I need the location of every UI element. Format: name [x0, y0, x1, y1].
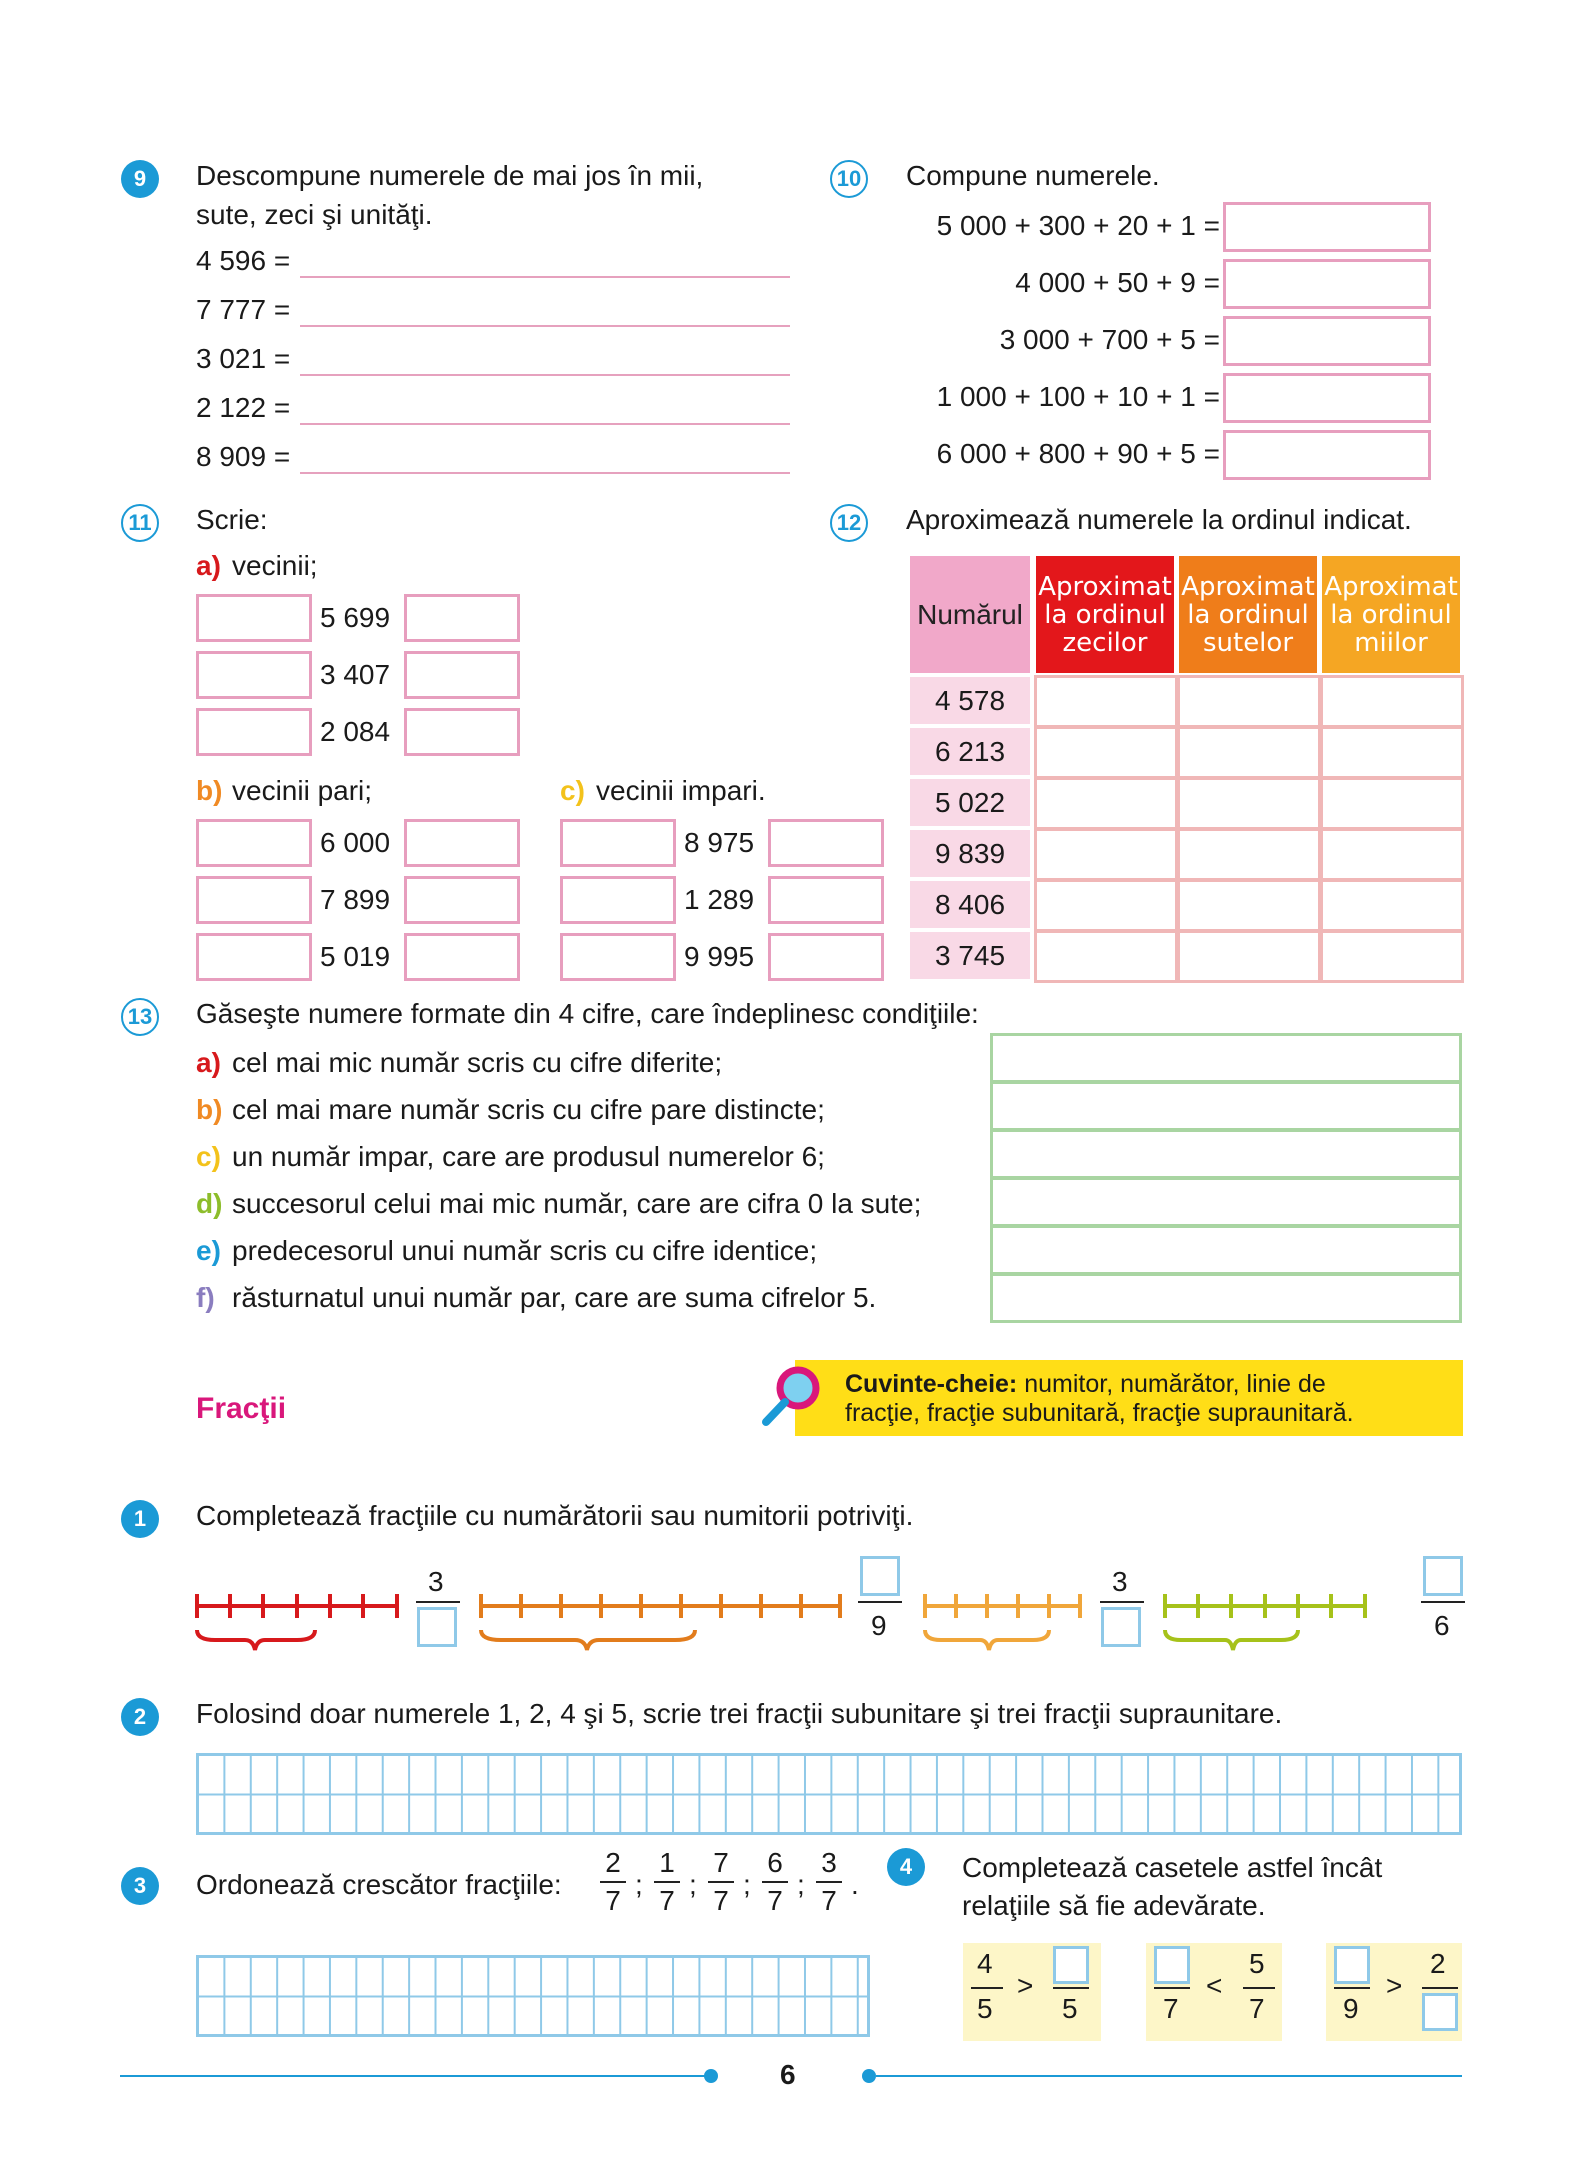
- table-answer-cell[interactable]: [1177, 930, 1321, 983]
- ex9-answer-line[interactable]: [300, 374, 790, 376]
- fraction-bar: [1100, 1601, 1144, 1603]
- relation-operator: <: [1206, 1970, 1223, 2001]
- fraction-separator: ;: [743, 1869, 751, 1900]
- ex9-item-label: 7 777 =: [196, 294, 291, 325]
- table-row-number: 3 745: [910, 932, 1030, 979]
- ex13-answer-box[interactable]: [990, 1033, 1462, 1083]
- ex11-a-number: 5 699: [320, 602, 391, 633]
- fraction-strips: [185, 1550, 1475, 1660]
- neighbor-box[interactable]: [196, 876, 312, 924]
- table-answer-cell[interactable]: [1177, 675, 1321, 728]
- ex11-a-number: 2 084: [320, 716, 391, 747]
- table-header-tens-label: Aproximat la ordinul zecilor: [1038, 571, 1172, 658]
- fraction-to-order: [598, 1847, 628, 1917]
- table-answer-cell[interactable]: [1320, 828, 1464, 881]
- neighbor-box[interactable]: [404, 651, 520, 699]
- footer-line-right: [876, 2075, 1462, 2077]
- fraction-bottom: 7: [767, 1885, 783, 1916]
- table-answer-cell[interactable]: [1177, 879, 1321, 932]
- ex10-sum: 6 000 + 800 + 90 + 5 =: [936, 438, 1220, 469]
- ex13-c-text: un număr impar, care are produsul numerelor 6;: [232, 1141, 825, 1172]
- neighbor-box[interactable]: [196, 594, 312, 642]
- fraction-to-order: [652, 1847, 682, 1917]
- fraction-top: 1: [659, 1847, 675, 1878]
- neighbor-box[interactable]: [196, 933, 312, 981]
- fraction-denominator: 6: [1434, 1610, 1450, 1641]
- table-row-number: 5 022: [910, 779, 1030, 826]
- fraction-numerator: 3: [428, 1566, 444, 1597]
- exercise-10-title: Compune numerele.: [906, 160, 1160, 191]
- fraction-exercise-number-4: 4: [887, 1848, 925, 1886]
- fraction-exercise-4-title-line2: relaţiile să fie adevărate.: [962, 1890, 1266, 1921]
- fraction-bottom: 7: [821, 1885, 837, 1916]
- ex11-b-number: 6 000: [320, 827, 391, 858]
- table-header-thousands: [1322, 556, 1460, 673]
- ex13-answer-box[interactable]: [990, 1273, 1462, 1323]
- table-answer-cell[interactable]: [1177, 726, 1321, 779]
- table-header-tens: [1036, 556, 1174, 673]
- ex9-item-label: 3 021 =: [196, 343, 291, 374]
- neighbor-box[interactable]: [560, 933, 676, 981]
- exercise-number-11: 11: [121, 504, 159, 542]
- fraction-separator: ;: [797, 1869, 805, 1900]
- fraction-bar: [1154, 1987, 1190, 1989]
- ex10-sum: 4 000 + 50 + 9 =: [1015, 267, 1220, 298]
- fraction-denominator-box[interactable]: [417, 1607, 457, 1647]
- relation-answer-box[interactable]: [1422, 1993, 1458, 2031]
- table-answer-cell[interactable]: [1320, 726, 1464, 779]
- ex10-answer-box[interactable]: [1223, 373, 1431, 423]
- ex11-b-number: 5 019: [320, 941, 391, 972]
- ex11-c-label: c): [560, 775, 585, 806]
- fraction-bar: [416, 1601, 460, 1603]
- fraction-separator: ;: [635, 1869, 643, 1900]
- relation-answer-box[interactable]: [1053, 1946, 1089, 1984]
- page-number: 6: [780, 2059, 796, 2090]
- fraction-top: 7: [713, 1847, 729, 1878]
- exercise-11-title: Scrie:: [196, 504, 268, 535]
- neighbor-box[interactable]: [560, 819, 676, 867]
- fraction-bar: [971, 1987, 1003, 1989]
- keywords-line1: numitor, numărător, linie de: [1017, 1370, 1326, 1398]
- ex13-c-label: c): [196, 1141, 221, 1172]
- section-title: Fracţii: [196, 1392, 287, 1425]
- table-answer-cell[interactable]: [1034, 726, 1178, 779]
- fraction-bar: [1053, 1987, 1089, 1989]
- table-answer-cell[interactable]: [1320, 879, 1464, 932]
- relation-answer-box[interactable]: [1334, 1946, 1370, 1984]
- relation-right-top: 2: [1430, 1948, 1446, 1979]
- relation-operator: >: [1017, 1970, 1034, 2001]
- ex11-a-text: vecinii;: [232, 550, 318, 581]
- relation-right-top: 5: [1249, 1948, 1265, 1979]
- ex9-answer-line[interactable]: [300, 472, 790, 474]
- ex10-answer-box[interactable]: [1223, 259, 1431, 309]
- table-row-number: 8 406: [910, 881, 1030, 928]
- fraction-bar: [1243, 1987, 1275, 1989]
- fraction-top: 2: [605, 1847, 621, 1878]
- ex9-item-label: 4 596 =: [196, 245, 291, 276]
- exercise-number-10: 10: [830, 160, 868, 198]
- ex13-answer-box[interactable]: [990, 1177, 1462, 1227]
- ex11-b-label: b): [196, 775, 223, 806]
- fraction-denominator: 9: [871, 1610, 887, 1641]
- table-answer-cell[interactable]: [1034, 879, 1178, 932]
- footer-line-left: [120, 2075, 710, 2077]
- neighbor-box[interactable]: [560, 876, 676, 924]
- table-answer-cell[interactable]: [1320, 675, 1464, 728]
- neighbor-box[interactable]: [404, 933, 520, 981]
- fraction-top: 6: [767, 1847, 783, 1878]
- ex13-f-text: răsturnatul unui număr par, care are suma cifrelor 5.: [232, 1282, 877, 1313]
- ex11-c-number: 1 289: [684, 884, 755, 915]
- ex13-e-text: predecesorul unui număr scris cu cifre identice;: [232, 1235, 818, 1266]
- ex13-answer-box[interactable]: [990, 1129, 1462, 1179]
- fraction-to-order: [760, 1847, 790, 1917]
- keywords-line2: fracţie, fracţie subunitară, fracţie supraunitară.: [845, 1399, 1354, 1427]
- ex11-a-number: 3 407: [320, 659, 391, 690]
- relation-left-bottom: 7: [1163, 1993, 1179, 2024]
- ex13-a-text: cel mai mic număr scris cu cifre diferite;: [232, 1047, 723, 1078]
- fraction-end-period: .: [851, 1869, 859, 1900]
- ex11-a-label: a): [196, 550, 221, 581]
- fraction-bar: [1422, 1987, 1458, 1989]
- table-answer-cell[interactable]: [1034, 675, 1178, 728]
- neighbor-box[interactable]: [196, 651, 312, 699]
- ex9-answer-line[interactable]: [300, 423, 790, 425]
- exercise-9-title-line1: Descompune numerele de mai jos în mii,: [196, 160, 704, 191]
- table-answer-cell[interactable]: [1177, 777, 1321, 830]
- table-header-number: [910, 556, 1030, 673]
- exercise-9-title-line2: sute, zeci şi unităţi.: [196, 199, 433, 230]
- fraction-exercise-number-1: 1: [121, 1500, 159, 1538]
- ex13-answer-box[interactable]: [990, 1081, 1462, 1131]
- table-answer-cell[interactable]: [1320, 777, 1464, 830]
- fraction-bar: [1334, 1987, 1370, 1989]
- ex10-answer-box[interactable]: [1223, 202, 1431, 252]
- table-header-hundreds: [1179, 556, 1317, 673]
- keywords-label: Cuvinte-cheie:: [845, 1370, 1018, 1398]
- ex11-c-number: 8 975: [684, 827, 755, 858]
- ex10-sum: 1 000 + 100 + 10 + 1 =: [936, 381, 1220, 412]
- exercise-number-13: 13: [121, 998, 159, 1036]
- ex9-answer-line[interactable]: [300, 325, 790, 327]
- fraction-numerator: 3: [1112, 1566, 1128, 1597]
- fraction-numerator-box[interactable]: [860, 1556, 900, 1596]
- fraction-bar: [1421, 1601, 1465, 1603]
- ex10-answer-box[interactable]: [1223, 430, 1431, 480]
- keywords-text: [845, 1370, 1354, 1428]
- fraction-bottom: 7: [713, 1885, 729, 1916]
- exercise-12-title: Aproximează numerele la ordinul indicat.: [906, 504, 1412, 535]
- ex10-answer-box[interactable]: [1223, 316, 1431, 366]
- ex11-b-text: vecinii pari;: [232, 775, 373, 806]
- fraction-exercise-number-2: 2: [121, 1698, 159, 1736]
- ex13-d-text: succesorul celui mai mic număr, care are cifra 0 la sute;: [232, 1188, 922, 1219]
- fraction-exercise-3-title: Ordonează crescător fracţiile:: [196, 1869, 562, 1900]
- relation-answer-box[interactable]: [1154, 1946, 1190, 1984]
- footer-dot-left: [704, 2069, 718, 2083]
- fraction-bar: [858, 1601, 902, 1603]
- neighbor-box[interactable]: [768, 933, 884, 981]
- relation-left-bottom: 5: [977, 1993, 993, 2024]
- ex13-answer-box[interactable]: [990, 1225, 1462, 1275]
- relation-left-bottom: 9: [1343, 1993, 1359, 2024]
- ex9-item-label: 2 122 =: [196, 392, 291, 423]
- neighbor-box[interactable]: [404, 708, 520, 756]
- fraction-exercise-1-title: Completează fracţiile cu numărătorii sau numitorii potriviţi.: [196, 1500, 914, 1531]
- table-row-number: 4 578: [910, 677, 1030, 724]
- fraction-exercise-4-title-line1: Completează casetele astfel încât: [962, 1852, 1383, 1883]
- table-header-thousands-label: Aproximat la ordinul miilor: [1324, 571, 1458, 658]
- ex13-a-label: a): [196, 1047, 221, 1078]
- table-row-number: 6 213: [910, 728, 1030, 775]
- ex13-b-text: cel mai mare număr scris cu cifre pare distincte;: [232, 1094, 825, 1125]
- neighbor-box[interactable]: [196, 819, 312, 867]
- table-answer-cell[interactable]: [1320, 930, 1464, 983]
- answer-grid-wide[interactable]: [196, 1753, 1462, 1835]
- fraction-top: 3: [821, 1847, 837, 1878]
- ex10-sum: 3 000 + 700 + 5 =: [999, 324, 1220, 355]
- neighbor-box[interactable]: [768, 819, 884, 867]
- fraction-bottom: 7: [605, 1885, 621, 1916]
- fraction-numerator-box[interactable]: [1423, 1556, 1463, 1596]
- relation-right-bottom: 5: [1062, 1993, 1078, 2024]
- table-answer-cell[interactable]: [1034, 828, 1178, 881]
- table-answer-cell[interactable]: [1034, 777, 1178, 830]
- fraction-to-order: [814, 1847, 844, 1917]
- table-answer-cell[interactable]: [1034, 930, 1178, 983]
- ex11-b-number: 7 899: [320, 884, 391, 915]
- fraction-separator: ;: [689, 1869, 697, 1900]
- relation-left-top: 4: [977, 1948, 993, 1979]
- fraction-exercise-2-title: Folosind doar numerele 1, 2, 4 şi 5, scrie trei fracţii subunitare şi trei fracţii supraunitare.: [196, 1698, 1283, 1729]
- ex13-f-label: f): [196, 1282, 215, 1313]
- answer-grid-order[interactable]: [196, 1955, 870, 2037]
- exercise-number-12: 12: [830, 504, 868, 542]
- exercise-13-title: Găseşte numere formate din 4 cifre, care îndeplinesc condiţiile:: [196, 998, 979, 1029]
- relation-operator: >: [1386, 1970, 1403, 2001]
- fraction-exercise-number-3: 3: [121, 1867, 159, 1905]
- fraction-denominator-box[interactable]: [1101, 1607, 1141, 1647]
- ex9-item-label: 8 909 =: [196, 441, 291, 472]
- table-header-hundreds-label: Aproximat la ordinul sutelor: [1181, 571, 1315, 658]
- neighbor-box[interactable]: [404, 876, 520, 924]
- ex11-c-text: vecinii impari.: [596, 775, 766, 806]
- relation-right-bottom: 7: [1249, 1993, 1265, 2024]
- ex9-answer-line[interactable]: [300, 276, 790, 278]
- exercise-number-9: 9: [121, 160, 159, 198]
- magnifier-icon: [758, 1360, 828, 1430]
- fraction-to-order: [706, 1847, 736, 1917]
- ex10-sum: 5 000 + 300 + 20 + 1 =: [936, 210, 1220, 241]
- ex13-d-label: d): [196, 1188, 223, 1219]
- fraction-bottom: 7: [659, 1885, 675, 1916]
- neighbor-box[interactable]: [768, 876, 884, 924]
- ex13-e-label: e): [196, 1235, 221, 1266]
- ex13-b-label: b): [196, 1094, 223, 1125]
- neighbor-box[interactable]: [404, 594, 520, 642]
- footer-dot-right: [862, 2069, 876, 2083]
- table-row-number: 9 839: [910, 830, 1030, 877]
- ex11-c-number: 9 995: [684, 941, 755, 972]
- neighbor-box[interactable]: [404, 819, 520, 867]
- table-header-number-label: Numărul: [917, 598, 1023, 630]
- table-answer-cell[interactable]: [1177, 828, 1321, 881]
- neighbor-box[interactable]: [196, 708, 312, 756]
